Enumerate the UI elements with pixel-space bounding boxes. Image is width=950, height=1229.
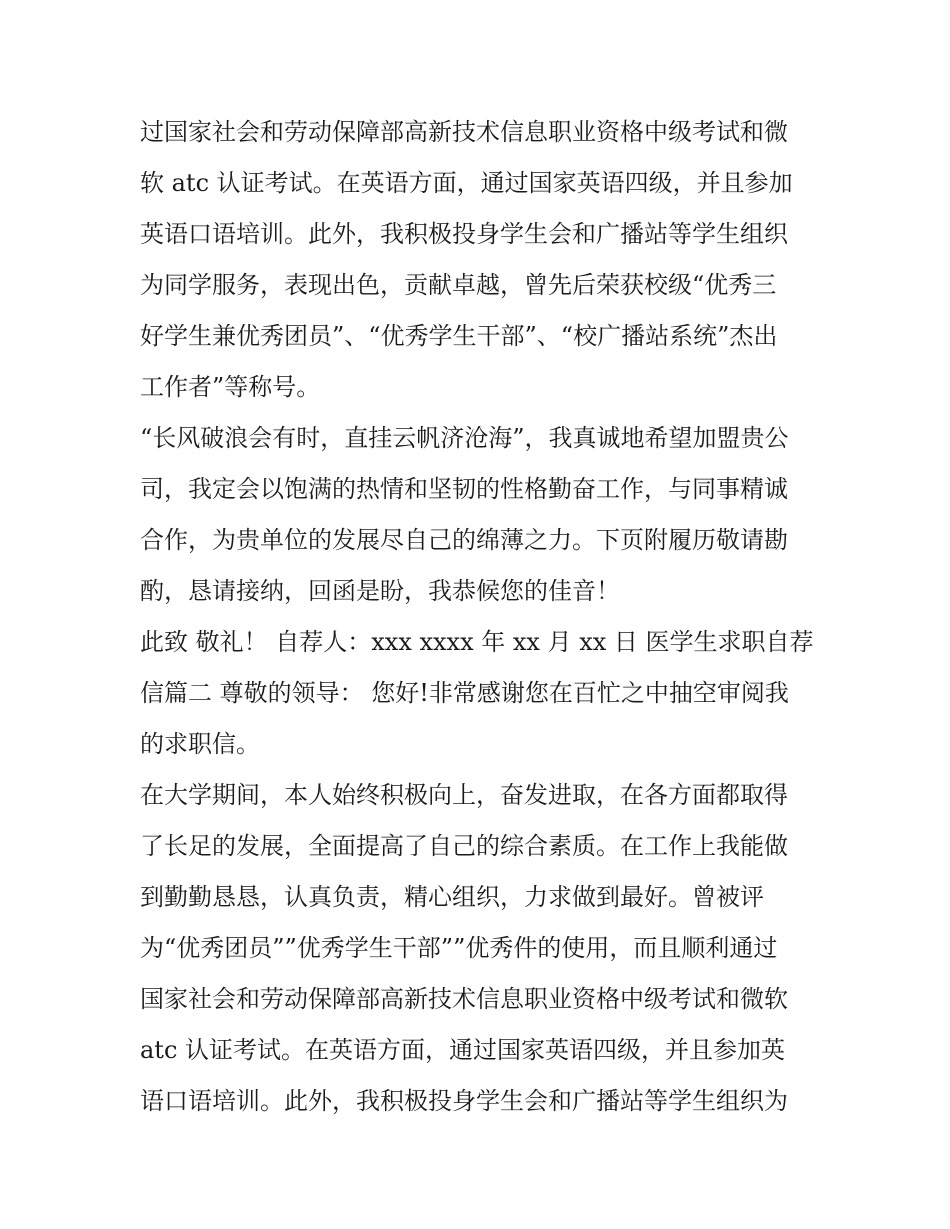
text-line: 到勤勤恳恳，认真负责，精心组织，力求做到最好。曾被评 — [140, 883, 764, 911]
text-line: 工作者”等称号。 — [140, 373, 321, 401]
document-body — [140, 107, 820, 1127]
text-line: 好学生兼优秀团员”、“优秀学生干部”、“校广播站系统”杰出 — [140, 322, 778, 350]
text-line: 软 atc 认证考试。在英语方面，通过国家英语四级，并且参加 — [140, 169, 793, 197]
text-line: 为“优秀团员””优秀学生干部””优秀件的使用，而且顺利通过 — [140, 934, 778, 962]
text-line: atc 认证考试。在英语方面，通过国家英语四级，并且参加英 — [140, 1036, 786, 1064]
text-line: 英语口语培训。此外，我积极投身学生会和广播站等学生组织 — [140, 220, 788, 248]
text-line: 的求职信。 — [140, 730, 260, 758]
text-line: 司，我定会以饱满的热情和坚韧的性格勤奋工作，与同事精诚 — [140, 475, 788, 503]
text-line: 信篇二 尊敬的领导： 您好!非常感谢您在百忙之中抽空审阅我 — [140, 679, 789, 707]
text-line: 语口语培训。此外，我积极投身学生会和广播站等学生组织为 — [140, 1087, 788, 1115]
text-line: 为同学服务，表现出色，贡献卓越，曾先后荣获校级“优秀三 — [140, 271, 777, 299]
text-line: 国家社会和劳动保障部高新技术信息职业资格中级考试和微软 — [140, 985, 788, 1013]
text-line: 在大学期间，本人始终积极向上，奋发进取，在各方面都取得 — [140, 781, 788, 809]
text-line: 过国家社会和劳动保障部高新技术信息职业资格中级考试和微 — [140, 118, 788, 146]
text-line: “长风破浪会有时，直挂云帆济沧海”，我真诚地希望加盟贵公 — [140, 424, 789, 452]
text-line: 此致 敬礼！ 自荐人：xxx xxxx 年 xx 月 xx 日 医学生求职自荐 — [140, 628, 814, 656]
text-line: 酌，恳请接纳，回函是盼，我恭候您的佳音！ — [140, 577, 620, 605]
text-line: 合作，为贵单位的发展尽自己的绵薄之力。下页附履历敬请勘 — [140, 526, 788, 554]
text-line: 了长足的发展，全面提高了自己的综合素质。在工作上我能做 — [140, 832, 788, 860]
